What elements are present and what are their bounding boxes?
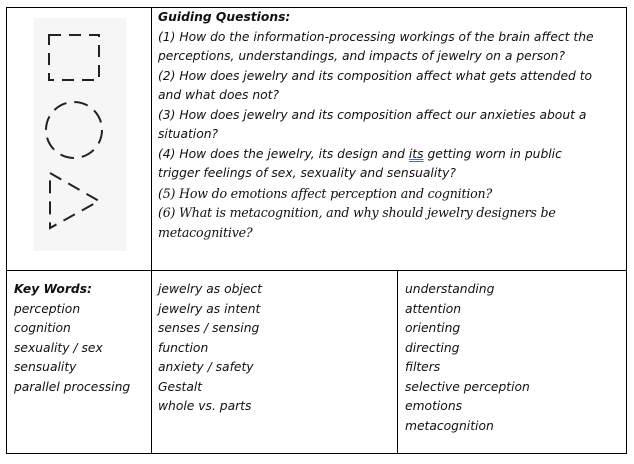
keywords-heading: Key Words: (14, 282, 92, 296)
dashed-square-icon (49, 35, 99, 80)
keyword-item: sexuality / sex (14, 340, 103, 355)
keyword-item: emotions (405, 399, 463, 413)
question-3-line-2: situation? (158, 127, 219, 141)
keyword-item: understanding (405, 282, 495, 296)
keyword-item: selective perception (405, 379, 530, 394)
question-1-line-1: (1) How do the information-processing workings of the brain affect the (158, 29, 594, 44)
keyword-item: orienting (405, 321, 461, 335)
keyword-item: senses / sensing (158, 321, 260, 335)
keywords-column-1 (14, 280, 130, 397)
keyword-item: parallel processing (14, 379, 131, 394)
dashed-circle-icon (46, 102, 102, 158)
dashed-shapes-image (34, 18, 126, 251)
column-divider (151, 7, 152, 454)
row-divider (6, 270, 627, 271)
question-4-text-a: (4) How does the jewelry, its design and (158, 146, 409, 161)
keyword-item: jewelry as intent (158, 301, 261, 316)
guiding-questions-heading: Guiding Questions: (158, 10, 291, 24)
dashed-triangle-icon (50, 173, 99, 228)
grammar-flag-its: its (408, 146, 424, 161)
question-4-text-b: getting worn in public (423, 146, 562, 161)
keyword-item: directing (405, 340, 460, 355)
keyword-item: whole vs. parts (158, 399, 252, 413)
keywords-column-2 (158, 280, 262, 417)
question-4-line-1 (158, 145, 594, 165)
question-1-line-2: perceptions, understandings, and impacts of jewelry on a person? (158, 49, 566, 63)
keywords-column-divider (397, 270, 398, 454)
keyword-item: jewelry as object (158, 282, 263, 296)
question-5: (5) How do emotions affect perception and cognition? (158, 185, 493, 201)
question-3-line-1: (3) How does jewelry and its composition affect our anxieties about a (158, 107, 587, 122)
question-4-line-2: trigger feelings of sex, sexuality and sensuality? (158, 166, 456, 180)
question-2-line-2: and what does not? (158, 88, 280, 102)
question-2-line-1: (2) How does jewelry and its composition affect what gets attended to (158, 68, 593, 83)
guiding-questions (158, 8, 594, 242)
keyword-item: filters (405, 360, 441, 374)
keyword-item: Gestalt (158, 379, 203, 394)
keywords-column-3 (405, 280, 530, 436)
keyword-item: perception (14, 301, 81, 316)
keyword-item: metacognition (405, 418, 494, 433)
question-6-line-1: (6) What is metacognition, and why should jewelry designers be (158, 205, 556, 220)
keyword-item: attention (405, 301, 462, 316)
keyword-item: cognition (14, 321, 71, 335)
keyword-item: function (158, 340, 209, 355)
keyword-item: sensuality (14, 360, 77, 374)
question-6-line-2: metacognitive? (158, 224, 253, 240)
keyword-item: anxiety / safety (158, 360, 254, 374)
